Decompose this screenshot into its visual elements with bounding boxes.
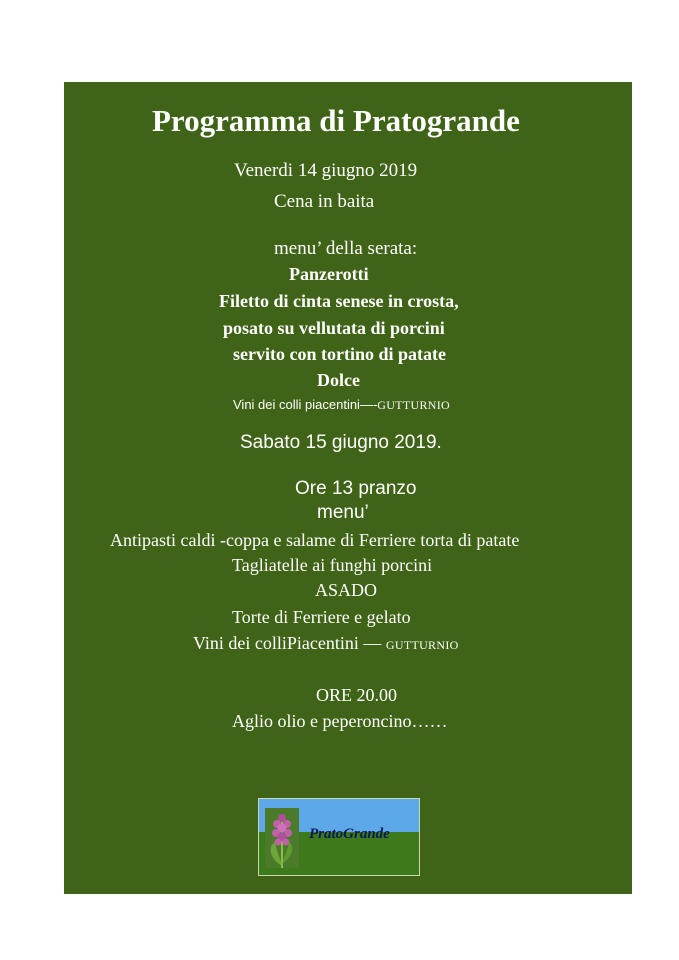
saturday-wine-text: Vini dei colliPiacentini — — [193, 633, 386, 653]
friday-menu-heading: menu’ della serata: — [274, 238, 418, 259]
friday-wine-name: GUTTURNIO — [377, 398, 450, 412]
pratogrande-logo — [258, 798, 420, 876]
friday-wine — [233, 397, 450, 413]
saturday-dish: ASADO — [315, 580, 378, 600]
saturday-lunch-time: Ore 13 pranzo — [295, 478, 417, 499]
saturday-dish: Tagliatelle ai funghi porcini — [232, 555, 433, 575]
saturday-dish: Torte di Ferriere e gelato — [232, 607, 411, 627]
evening-dish: Aglio olio e peperoncino…… — [232, 711, 448, 731]
saturday-menu-heading: menu’ — [317, 502, 369, 523]
friday-event: Cena in baita — [274, 191, 375, 212]
friday-dish: posato su vellutata di porcini — [223, 318, 445, 338]
evening-time: ORE 20.00 — [316, 685, 397, 705]
saturday-date: Sabato 15 giugno 2019. — [240, 432, 442, 453]
saturday-wine-name: GUTTURNIO — [385, 638, 459, 652]
friday-dish: Filetto di cinta senese in crosta, — [219, 291, 459, 311]
friday-dish: Panzerotti — [289, 264, 369, 284]
saturday-wine — [193, 633, 459, 654]
friday-wine-text: Vini dei colli piacentini—- — [233, 397, 378, 412]
logo-text: PratoGrande — [309, 826, 390, 842]
friday-dish: Dolce — [317, 370, 360, 390]
orchid-icon — [265, 808, 299, 868]
friday-date: Venerdi 14 giugno 2019 — [234, 160, 418, 181]
friday-dish: servito con tortino di patate — [233, 344, 446, 364]
saturday-dish: Antipasti caldi -coppa e salame di Ferriere torta di patate — [110, 530, 520, 550]
page-title: Programma di Pratogrande — [152, 103, 520, 138]
